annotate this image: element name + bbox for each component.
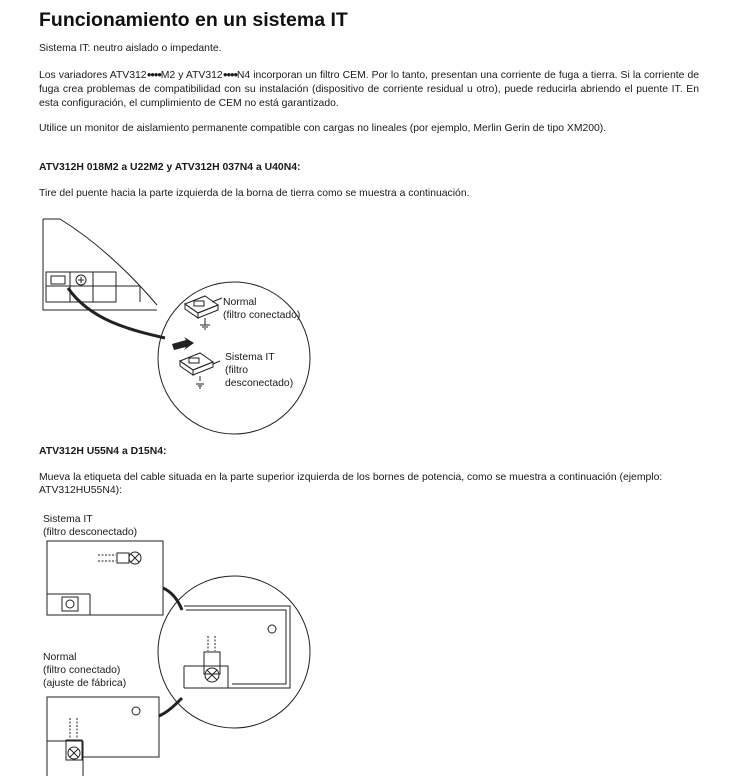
diagram1-normal-sublabel: (filtro conectado) (223, 310, 301, 321)
section1-text: Tire del puente hacia la parte izquierda de la borna de tierra como se muestra a continuación. (39, 188, 470, 199)
panel-it (47, 541, 163, 615)
section2-text-line2: ATV312HU55N4): (39, 485, 122, 496)
bullet-dots: ●●●● (146, 70, 161, 79)
paragraph-leakage-c: N4 incorporan un filtro CEM. Por lo tanto, presentan una corriente de fuga a tierra. Si la corriente de fuga crea problemas de compatibilidad con su instalación (dispositivo de corriente residual u otro), puede reducirla abriendo el puente IT. En esta configuración, el cumplimiento de CEM no está garantizado. (39, 70, 700, 109)
diagram2-normal-label: Normal (43, 652, 77, 663)
pointer-curve (68, 288, 165, 338)
jumper-normal-icon (185, 296, 222, 329)
diagram2-it-label: Sistema IT (43, 514, 93, 525)
paragraph-leakage-a: Los variadores ATV312 (39, 70, 147, 81)
terminal-block (46, 272, 116, 302)
drive-housing-outline (43, 219, 157, 310)
diagram1-it-sublabel-1: (filtro (225, 365, 249, 376)
panel-normal (47, 697, 159, 776)
section2-heading: ATV312H U55N4 a D15N4: (39, 446, 167, 457)
pointer-curve-bottom (159, 698, 182, 716)
diagram1-it-label: Sistema IT (225, 352, 275, 363)
bullet-dots: ●●●● (222, 70, 237, 79)
drive-housing-edge (43, 219, 157, 305)
section2-text-line1: Mueva la etiqueta del cable situada en la parte superior izquierda de los bornes de potencia, como se muestra a continuación (ejemplo: (39, 472, 663, 483)
intro-text: Sistema IT: neutro aislado o impedante. (39, 43, 222, 54)
page-title: Funcionamiento en un sistema IT (39, 9, 348, 31)
pointer-curve-top (163, 588, 182, 610)
section1-heading: ATV312H 018M2 a U22M2 y ATV312H 037N4 a U40N4: (39, 162, 301, 173)
paragraph-monitor: Utilice un monitor de aislamiento permanente compatible con cargas no lineales (por ejemplo, Merlin Gerin de tipo XM200). (39, 123, 607, 134)
jumper-it-icon (180, 353, 220, 388)
magnifier-circle-2 (158, 576, 310, 728)
diagram2-normal-sublabel-2: (ajuste de fábrica) (43, 678, 127, 689)
paragraph-leakage-b: M2 y ATV312 (160, 70, 223, 81)
move-arrow-icon (172, 337, 194, 350)
diagram1-normal-label: Normal (223, 297, 257, 308)
diagram2-normal-sublabel-1: (filtro conectado) (43, 665, 121, 676)
diagram1-it-sublabel-2: desconectado) (225, 378, 294, 389)
paragraph-leakage (39, 68, 699, 111)
diagram2-it-sublabel: (filtro desconectado) (43, 527, 138, 538)
